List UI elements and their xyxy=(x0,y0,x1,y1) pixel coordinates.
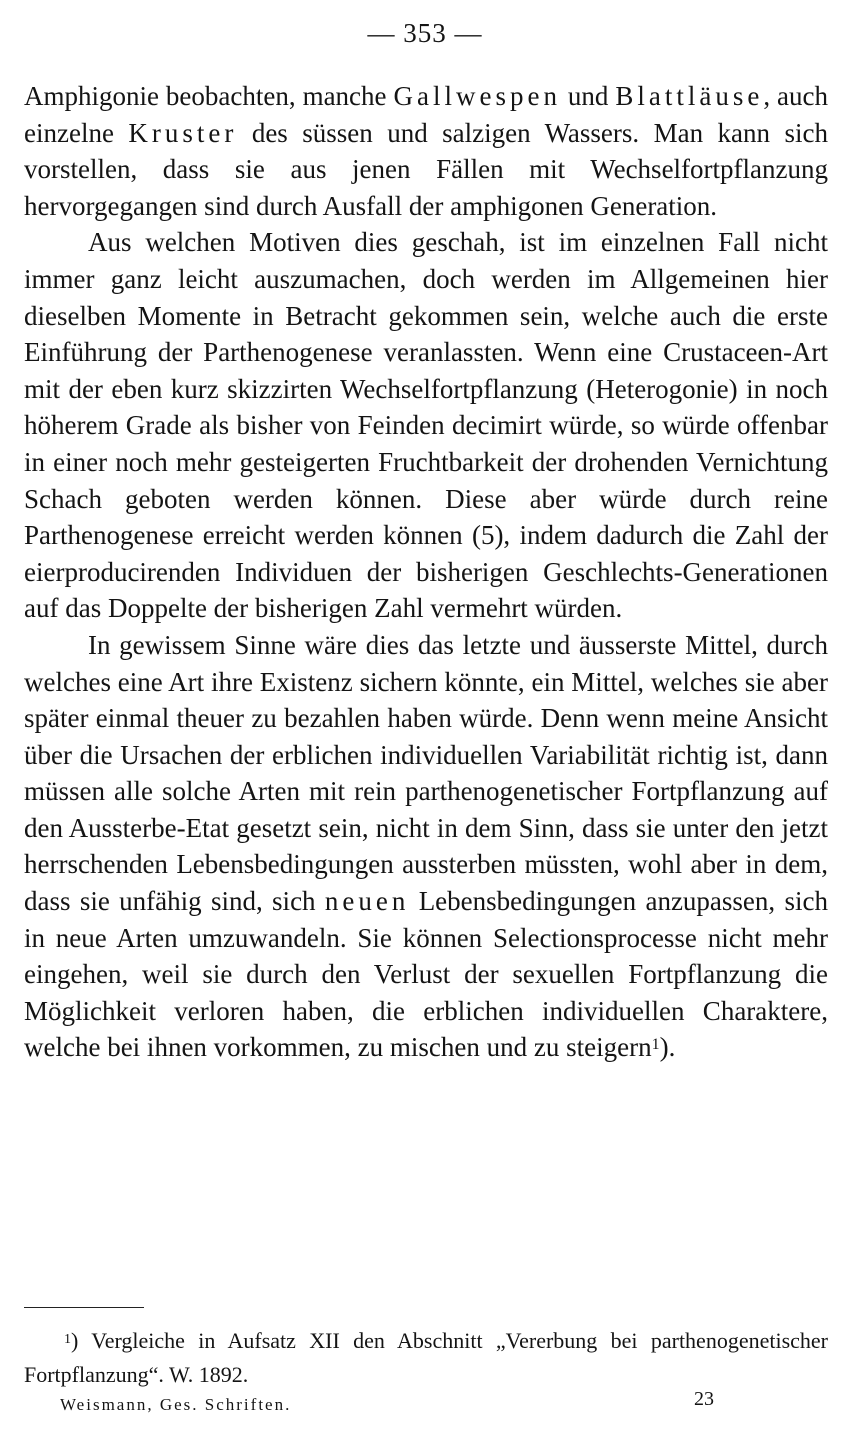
paragraph xyxy=(24,627,828,1066)
signature-line: Weismann, Ges. Schriften. xyxy=(60,1395,292,1414)
text-segment: Lebensbedingungen anzupassen, sich in neue Arten umzuwandeln. Sie können Selectionsprocesse nicht mehr eingehen, weil sie durch den Verlust der sexuellen Fortpflanzung die Möglichkeit verloren haben, die erblichen individuellen Charaktere, welche bei ihnen vorkommen, zu mischen und zu steigern xyxy=(24,886,828,1063)
footnote xyxy=(24,1324,828,1392)
text-segment: In gewissem Sinne wäre dies das letzte und äusserste Mittel, durch welches eine Art ihre Existenz sichern könnte, ein Mittel, welches sie aber später einmal theuer zu bezahlen haben würde. Denn wenn meine Ansicht über die Ursachen der erblichen individuellen Variabilität richtig ist, dann müssen alle solche Arten mit rein parthenogenetischer Fortpflanzung auf den Aussterbe-Etat gesetzt sein, nicht in dem Sinn, dass sie unter den jetzt herrschenden Lebensbedingungen aussterben müssten, wohl aber in dem, dass sie unfähig sind, sich xyxy=(24,629,828,917)
text-segment: des süssen und salzigen Wassers. Man kann sich vorstellen, dass sie aus jenen Fällen mit Wechselfortpflanzung hervorgegangen sind durch Ausfall der amphigonen Generation. xyxy=(24,117,828,221)
footnote-divider xyxy=(24,1307,144,1308)
emphasized-text: Blattläuse xyxy=(615,81,764,111)
footnote-marker: 1 xyxy=(64,1332,71,1347)
text-segment: Amphigonie beobachten, manche xyxy=(24,81,394,111)
emphasized-text: Kruster xyxy=(128,117,238,148)
text-segment: und xyxy=(560,81,616,111)
paragraph xyxy=(24,78,828,224)
emphasized-text: neuen xyxy=(324,886,410,917)
text-segment: , auch einzelne xyxy=(24,81,829,148)
footnote-paragraph xyxy=(24,1324,828,1392)
text-segment: ). xyxy=(659,1032,676,1063)
text-segment: Aus welchen Motiven dies geschah, ist im einzelnen Fall nicht immer ganz leicht auszumachen, doch werden im Allgemeinen hier dieselben Momente in Betracht gekommen sein, welche auch die erste Einführung der Parthenogenese veranlassten. Wenn eine Crustaceen-Art mit der eben kurz skizzirten Wechselfortpflanzung (Heterogonie) in noch höherem Grade als bisher von Feinden decimirt würde, so würde offenbar in einer noch mehr gesteigerten Fruchtbarkeit der drohenden Vernichtung Schach geboten werden können. Diese aber würde durch reine Parthenogenese erreicht werden können (5), indem dadurch die Zahl der eierproducirenden Individuen der bisherigen Geschlechts-Generationen auf das Doppelte der bisherigen Zahl vermehrt würden. xyxy=(24,227,828,624)
emphasized-text: Gallwespen xyxy=(393,81,561,111)
page-number: — 353 — xyxy=(367,18,483,48)
sheet-signature-number: 23 xyxy=(694,1388,714,1410)
body-text xyxy=(24,78,828,1066)
footnote-text: ) Vergleiche in Aufsatz XII den Abschnitt „Vererbung bei parthenogenetischer Fortpflanzung“. W. 1892. xyxy=(24,1328,828,1387)
paragraph xyxy=(24,224,828,627)
footnote-reference: 1 xyxy=(651,1036,660,1054)
